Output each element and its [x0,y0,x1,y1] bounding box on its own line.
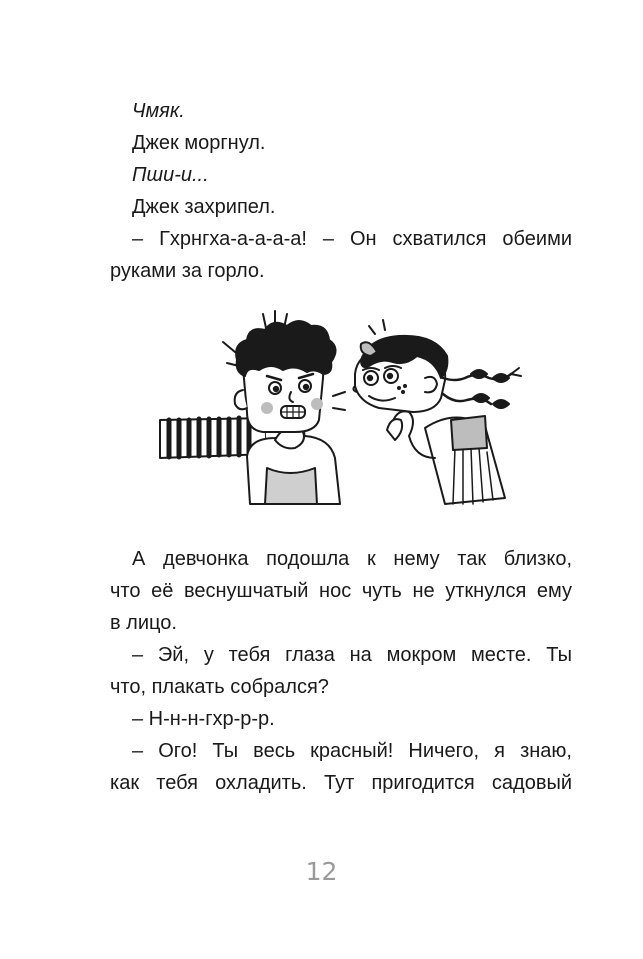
text-block-top [110,95,572,287]
text-block-bottom [110,543,572,799]
text-line: что её веснушчатый нос чуть не уткнулся ему [110,580,572,602]
boy-girl-illustration [155,308,525,513]
text-line: Джек захрипел. [132,196,276,218]
text-line: что, плакать собрался? [110,676,329,698]
page-number: 12 [305,857,338,886]
boy-hair [236,321,335,376]
text-line: – Гхрнгха-а-а-а-а! – Он схватился обеими [132,228,572,250]
text-line: руками за горло. [110,260,265,282]
text-line: в лицо. [110,612,177,634]
text-line: как тебя охладить. Тут пригодится садовый [110,772,572,794]
text-line: Джек моргнул. [132,132,266,154]
text-line: Пши-и... [132,164,209,186]
text-line: А девчонка подошла к нему так близко, [132,548,572,570]
text-line: – Эй, у тебя глаза на мокром месте. Ты [132,644,572,666]
text-line: – Н-н-н-гхр-р-р. [132,708,275,730]
text-line: Чмяк. [132,100,185,122]
text-line: – Ого! Ты весь красный! Ничего, я знаю, [132,740,572,762]
